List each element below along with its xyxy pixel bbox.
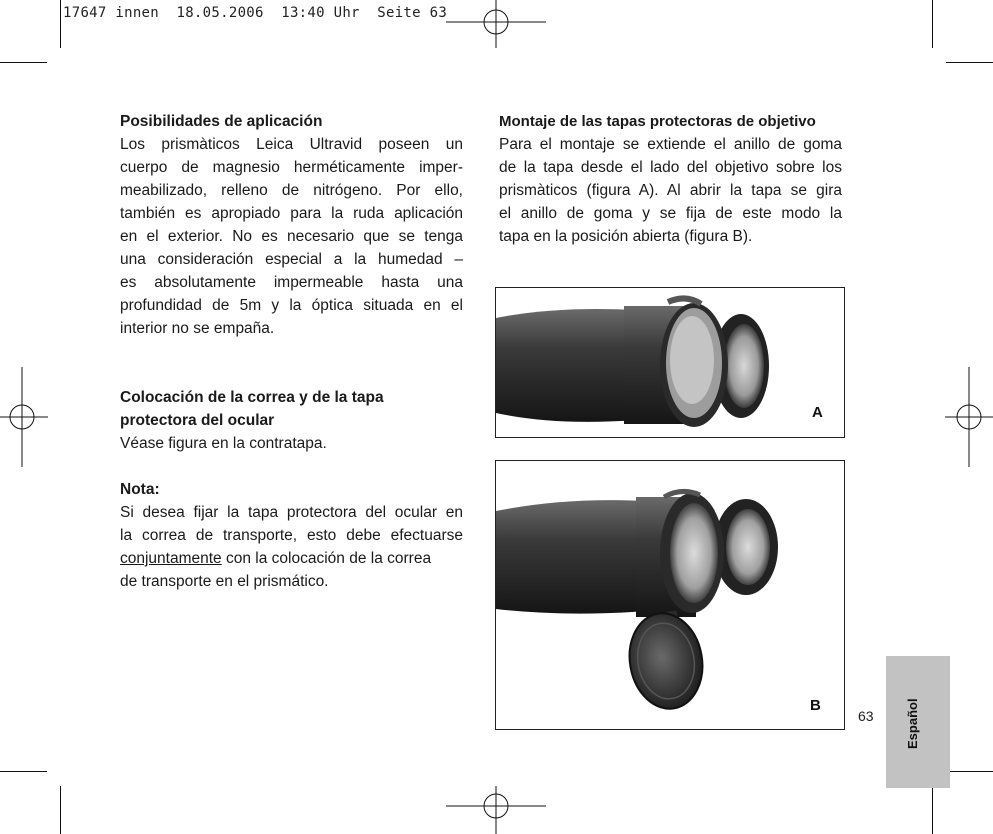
crop-mark [60,786,61,834]
binoculars-illustration-a [496,288,844,437]
body-line: Para el montaje se extiende el anillo de goma [499,136,842,153]
body-line: Si desea fijar la tapa protectora del ocular en [120,504,463,521]
body-line: es absolutamente impermeable hasta una [120,274,463,291]
registration-mark-right [945,367,993,467]
body-line: de transporte en el prismático. [120,573,329,590]
figure-label-a: A [812,404,823,421]
body-line: profundidad de 5m y la óptica situada en el [120,297,463,314]
body-line: también es apropiado para la ruda aplicación [120,205,463,222]
crop-mark [946,62,993,63]
right-column [499,110,842,248]
crop-mark [932,0,933,48]
underlined-word: conjuntamente [120,550,222,567]
section-title-note: Nota: [120,481,160,498]
figure-label-b: B [810,697,821,714]
body-line: meabilizado, relleno de nitrógeno. Por ello, [120,182,463,199]
registration-mark-top [446,0,546,50]
body-line: una consideración especial a la humedad – [120,251,463,268]
language-tab-label: Español [905,698,920,749]
section-title-applications: Posibilidades de aplicación [120,113,323,130]
section-title-strap: Colocación de la correa y de la tapa [120,389,384,406]
registration-mark-left [0,367,48,467]
crop-mark [0,62,47,63]
print-slug: 17647 innen 18.05.2006 13:40 Uhr Seite 63 [63,5,448,21]
body-line: interior no se empaña. [120,320,275,337]
figure-a [495,287,845,438]
body-line: prismàticos (figura A). Al abrir la tapa se gira [499,182,842,199]
crop-mark [932,786,933,834]
binoculars-illustration-b [496,461,844,729]
body-line: la correa de transporte, esto debe efectuarse [120,527,463,544]
body-line: tapa en la posición abierta (figura B). [499,228,753,245]
body-line: el anillo de goma y se fija de este modo la [499,205,842,222]
registration-mark-bottom [446,786,546,834]
crop-mark [946,771,993,772]
crop-mark [60,0,61,48]
body-line-rest: con la colocación de la correa [221,550,432,567]
body-line [120,547,463,570]
page-number: 63 [858,708,874,724]
body-line: cuerpo de magnesio herméticamente imper- [120,159,463,176]
crop-mark [0,771,47,772]
section-title-strap-cont: protectora del ocular [120,412,275,429]
section-title-lens-caps: Montaje de las tapas protectoras de objetivo [499,113,816,130]
left-column [120,110,463,593]
body-line: en el exterior. No es necesario que se tenga [120,228,463,245]
figure-b [495,460,845,730]
body-line: Véase figura en la contratapa. [120,435,327,452]
body-line: Los prismàticos Leica Ultravid poseen un [120,136,463,153]
body-line: de la tapa desde el lado del objetivo sobre los [499,159,842,176]
